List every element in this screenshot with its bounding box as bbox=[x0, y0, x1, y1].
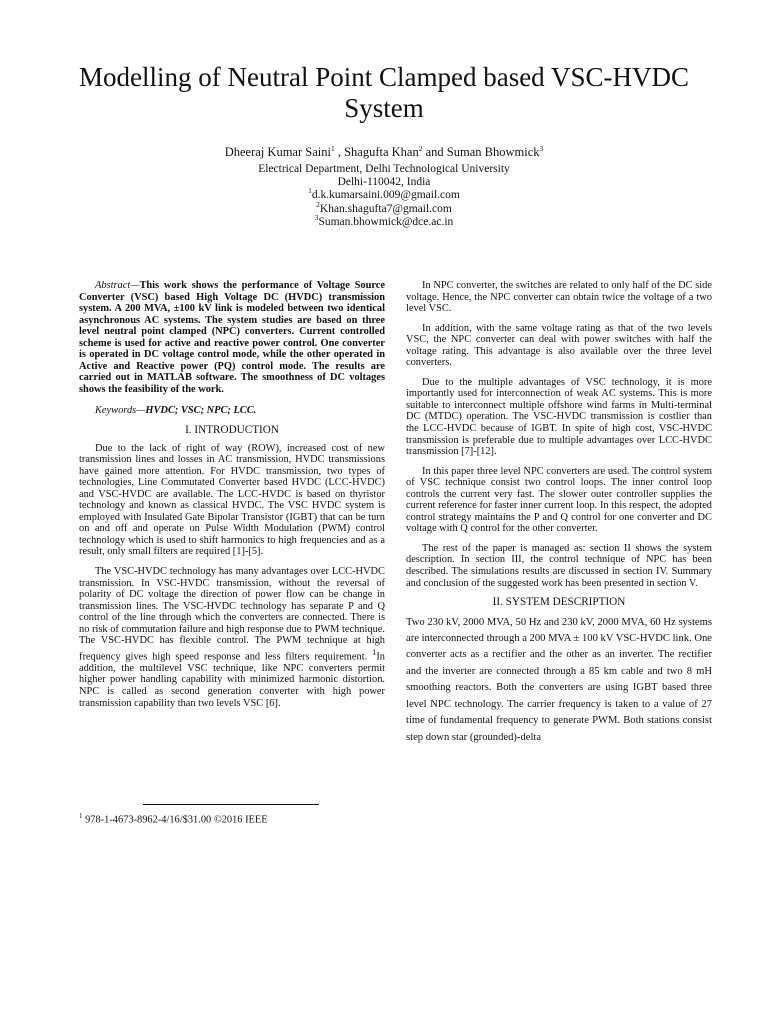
footnote-mark: 1 bbox=[79, 812, 83, 820]
footnote bbox=[79, 810, 268, 826]
author-affil-mark: 1 bbox=[330, 143, 335, 153]
author-separator: and bbox=[422, 145, 447, 159]
email-mark: 2 bbox=[316, 199, 320, 209]
author-name: Suman Bhowmick bbox=[446, 145, 540, 159]
footnote-marker: 1 bbox=[372, 646, 377, 657]
paragraph: Two 230 kV, 2000 MVA, 50 Hz and 230 kV, 2000 MVA, 60 Hz systems are interconnected through a 200 MVA ± 100 kV VSC-HVDC link. One converter acts as a rectifier and the other as an inverter. The rectifier and the inverter are connected through a 85 km cable and two 8 mH smoothing reactors. Both the converters are using IGBT based three level NPC technology. The carrier frequency is taken to a value of 27 time of fundamental frequency to generate PWM. Both stations consist step down star (grounded)-delta bbox=[406, 616, 712, 743]
keywords-text: HVDC; VSC; NPC; LCC. bbox=[145, 405, 257, 417]
paragraph: The rest of the paper is managed as: section II shows the system description. In section III, the control technique of NPC has been described. The simulations results are discussed in section IV. Summary and conclusion of the suggested work has been presented in section V. bbox=[406, 542, 712, 589]
affiliation: Electrical Department, Delhi Technological University bbox=[258, 163, 510, 175]
author-names bbox=[150, 144, 618, 161]
abstract-text: This work shows the performance of Voltage Source Converter (VSC) based High Voltage DC (HVDC) transmission system. A 200 MVA, ±100 kV link is modeled between two identical asynchronous AC systems. The system studies are based on three level neutral point clamped (NPC) converters. Current controlled scheme is used for active and reactive power control. One converter is operated in DC voltage control mode, while the other operated in Active and Reactive power (PQ) control mode. The results are carried out in MATLAB software. The smoothness of DC voltages shows the feasibility of the work. bbox=[79, 280, 385, 395]
paragraph bbox=[79, 566, 385, 709]
paragraph: Due to the lack of right of way (ROW), increased cost of new transmission lines and losses in AC transmission, HVDC transmissions have gained more attention. For HVDC transmission, two types of technologies, Line Commutated Converter based HVDC (LCC-HVDC) and VSC-HVDC are available. The LCC-HVDC is based on thyristor technology and known as classical HVDC. The VSC HVDC system is employed with Insulated Gate Bipolar Transistor (IGBT) that can be turn on and off and operate on Pulse Width Modulation (PWM) control technology which is used to shift harmonics to high frequencies and as a result, only small filters are required [1]-[5]. bbox=[79, 442, 385, 558]
address: Delhi-110042, India bbox=[337, 176, 431, 189]
footnote-divider bbox=[143, 804, 319, 805]
paragraph-text: In addition, the multilevel VSC technique, like NPC converters permit higher power handling capability with minimized harmonic distortion. NPC is called as second generation converter with high power transmission capability than two levels VSC [6]. bbox=[79, 651, 385, 709]
email: d.k.kumarsaini.009@gmail.com bbox=[311, 189, 460, 202]
paragraph: In NPC converter, the switches are related to only half of the DC side voltage. Hence, the NPC converter can obtain twice the voltage of a two level VSC. bbox=[406, 280, 712, 315]
author-affil-mark: 2 bbox=[418, 143, 423, 153]
email-line bbox=[150, 186, 618, 202]
keywords-label: Keywords— bbox=[95, 405, 146, 417]
abstract-label: Abstract— bbox=[95, 280, 140, 291]
right-column bbox=[406, 280, 712, 754]
email-mark: 3 bbox=[314, 212, 319, 222]
paragraph: In addition, with the same voltage rating as that of the two levels VSC, the NPC converter can deal with power switches with half the voltage rating. This advantage is also available over the three level converters. bbox=[406, 322, 712, 369]
email-line bbox=[150, 199, 618, 216]
section-heading-introduction: I. INTRODUCTION bbox=[185, 424, 279, 437]
paper-title: Modelling of Neutral Point Clamped based VSC-HVDC System bbox=[79, 62, 689, 123]
paragraph: In this paper three level NPC converters are used. The control system of VSC technique consist two control loops. The inner control loop controls the current very fast. The slower outer controller supplies the current reference for faster inner current loop. In this respect, the adopted control strategy maintains the P and Q control for one converter and DC voltage with Q control for the other converter. bbox=[406, 465, 712, 535]
author-name: Shagufta Khan bbox=[344, 145, 419, 159]
footnote-text: 978-1-4673-8962-4/16/$31.00 ©2016 IEEE bbox=[82, 814, 268, 826]
abstract bbox=[79, 280, 385, 395]
email-mark: 1 bbox=[308, 186, 312, 196]
paragraph-text: The VSC-HVDC technology has many advantages over LCC-HVDC transmission. In VSC-HVDC transmission, without the reversal of polarity of DC voltage the direction of power flow can be change in transmission lines. The VSC-HVDC technology has separate P and Q control of the line through which the converters are connected. There is no risk of commutation failure and high response due to PWM technique. The VSC-HVDC has flexible control. The PWM technique at high frequency gives high speed response and less filters requirement. bbox=[79, 566, 385, 663]
section-heading-system-description: II. SYSTEM DESCRIPTION bbox=[492, 596, 626, 609]
email: Khan.shagufta7@gmail.com bbox=[319, 202, 452, 215]
keywords bbox=[79, 405, 385, 417]
author-separator: , bbox=[334, 145, 345, 159]
paragraph: Due to the multiple advantages of VSC technology, it is more importantly used for interconnection of weak AC systems. This is more suitable to interconnect multiple offshore wind farms in Multi-terminal DC (MTDC) operation. The VSC-HVDC transmission is costlier than the LCC-HVDC because of IGBT. In spite of high cost, VSC-HVDC transmission is preferable due to multiple advantages over LCC-HVDC transmission [7]-[12]. bbox=[406, 376, 712, 458]
left-column bbox=[79, 280, 385, 717]
author-affil-mark: 3 bbox=[539, 143, 544, 153]
author-block bbox=[150, 144, 618, 229]
email: Suman.bhowmick@dce.ac.in bbox=[318, 215, 454, 228]
email-line bbox=[150, 212, 618, 229]
author-name: Dheeraj Kumar Saini bbox=[224, 145, 331, 159]
